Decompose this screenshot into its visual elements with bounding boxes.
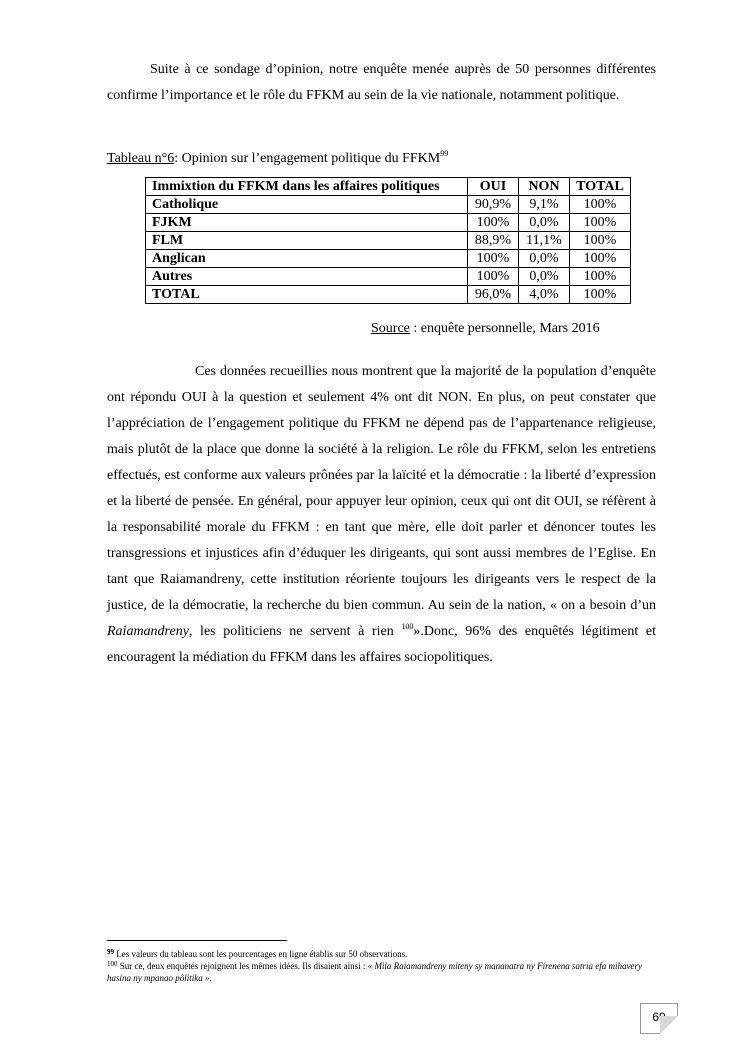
footnote-number: 99 <box>107 948 114 956</box>
table-row <box>146 268 631 286</box>
total-cell: 100% <box>570 286 631 304</box>
analysis-text-2: , les politiciens ne servent à rien <box>188 624 402 639</box>
source-text: : enquête personnelle, Mars 2016 <box>409 321 600 336</box>
non-cell: 0,0% <box>519 250 570 268</box>
footnote-text: Les valeurs du tableau sont les pourcentages en ligne établis sur 50 observations. <box>114 949 408 959</box>
oui-cell: 96,0% <box>468 286 519 304</box>
total-cell: 100% <box>570 268 631 286</box>
non-cell: 0,0% <box>519 268 570 286</box>
footnotes <box>107 948 656 984</box>
caption-text: : Opinion sur l’engagement politique du FFKM <box>174 151 441 166</box>
row-label: TOTAL <box>146 286 468 304</box>
total-cell: 100% <box>570 232 631 250</box>
non-cell: 4,0% <box>519 286 570 304</box>
footnote-number: 100 <box>107 960 118 968</box>
row-label: Autres <box>146 268 468 286</box>
footnote-100 <box>107 960 656 984</box>
non-cell: 0,0% <box>519 214 570 232</box>
intro-paragraph: Suite à ce sondage d’opinion, notre enquête menée auprès de 50 personnes différentes confirme l’importance et le rôle du FFKM au sein de la vie nationale, notamment politique. <box>107 62 656 103</box>
table-row <box>146 214 631 232</box>
row-label: Anglican <box>146 250 468 268</box>
total-cell: 100% <box>570 250 631 268</box>
table-total-row <box>146 286 631 304</box>
table-row <box>146 232 631 250</box>
analysis-paragraph <box>107 359 656 671</box>
non-cell: 11,1% <box>519 232 570 250</box>
header-cell: OUI <box>468 178 519 196</box>
header-cell: Immixtion du FFKM dans les affaires politiques <box>146 178 468 196</box>
oui-cell: 90,9% <box>468 196 519 214</box>
oui-cell: 100% <box>468 250 519 268</box>
header-cell: NON <box>519 178 570 196</box>
opinion-table <box>145 177 631 304</box>
footnote-text: Sur ce, deux enquêtés rejoignent les mêmes idées. Ils disaient ainsi : <box>117 961 368 971</box>
oui-cell: 88,9% <box>468 232 519 250</box>
row-label: FJKM <box>146 214 468 232</box>
caption-footnote-ref: 99 <box>440 149 449 158</box>
footnote-99 <box>107 948 656 960</box>
table-row <box>146 250 631 268</box>
caption-label: Tableau n°6 <box>107 151 175 166</box>
table-source <box>371 320 600 338</box>
analysis-italic-word: Raiamandreny <box>107 624 189 639</box>
table-row <box>146 196 631 214</box>
row-label: FLM <box>146 232 468 250</box>
non-cell: 9,1% <box>519 196 570 214</box>
row-label: Catholique <box>146 196 468 214</box>
analysis-text-3: ».Donc, 96% des enquêtés légitiment et encouragent la médiation du FFKM dans les affaires sociopolitiques. <box>107 624 656 665</box>
page-curl-icon <box>660 1016 678 1034</box>
oui-cell: 100% <box>468 214 519 232</box>
analysis-text-1: Ces données recueillies nous montrent que la majorité de la population d’enquête ont répondu OUI à la question et seulement 4% ont dit NON. En plus, on peut constater que l’appréciation de l’engagement politique du FFKM ne dépend pas de l’appartenance religieuse, mais plutôt de la place que donne la société à la religion. Le rôle du FFKM, selon les entretiens effectués, est conforme aux valeurs prônées par la laïcité et la démocratie : la liberté d’expression et la liberté de pensée. En général, pour appuyer leur opinion, ceux qui ont dit OUI, se réfèrent à la responsabilité morale du FFKM : en tant que mère, elle doit parler et dénoncer toutes les transgressions et injustices afin d’éduquer les dirigeants, qui sont aussi membres de l’Eglise. En tant que Raiamandreny, cette institution réoriente toujours les dirigeants vers le respect de la justice, de la démocratie, la recherche du bien commun. Au sein de la nation, « on a besoin d’un <box>107 364 656 613</box>
footnote-end: . <box>209 973 212 983</box>
page-number: 69 <box>652 1010 666 1024</box>
table-header-row <box>146 178 631 196</box>
source-label: Source <box>371 321 410 336</box>
footnote-quote: « Mila Raiamandreny miteny sy mananatra ny Firenena satria efa mihavery hasina ny mpanao pôlitika » <box>107 961 642 983</box>
analysis-footnote-ref: 100 <box>401 622 414 631</box>
footnote-divider <box>107 940 287 941</box>
page-number-box <box>640 1003 678 1034</box>
total-cell: 100% <box>570 196 631 214</box>
header-cell: TOTAL <box>570 178 631 196</box>
total-cell: 100% <box>570 214 631 232</box>
table-caption <box>107 150 448 168</box>
oui-cell: 100% <box>468 268 519 286</box>
